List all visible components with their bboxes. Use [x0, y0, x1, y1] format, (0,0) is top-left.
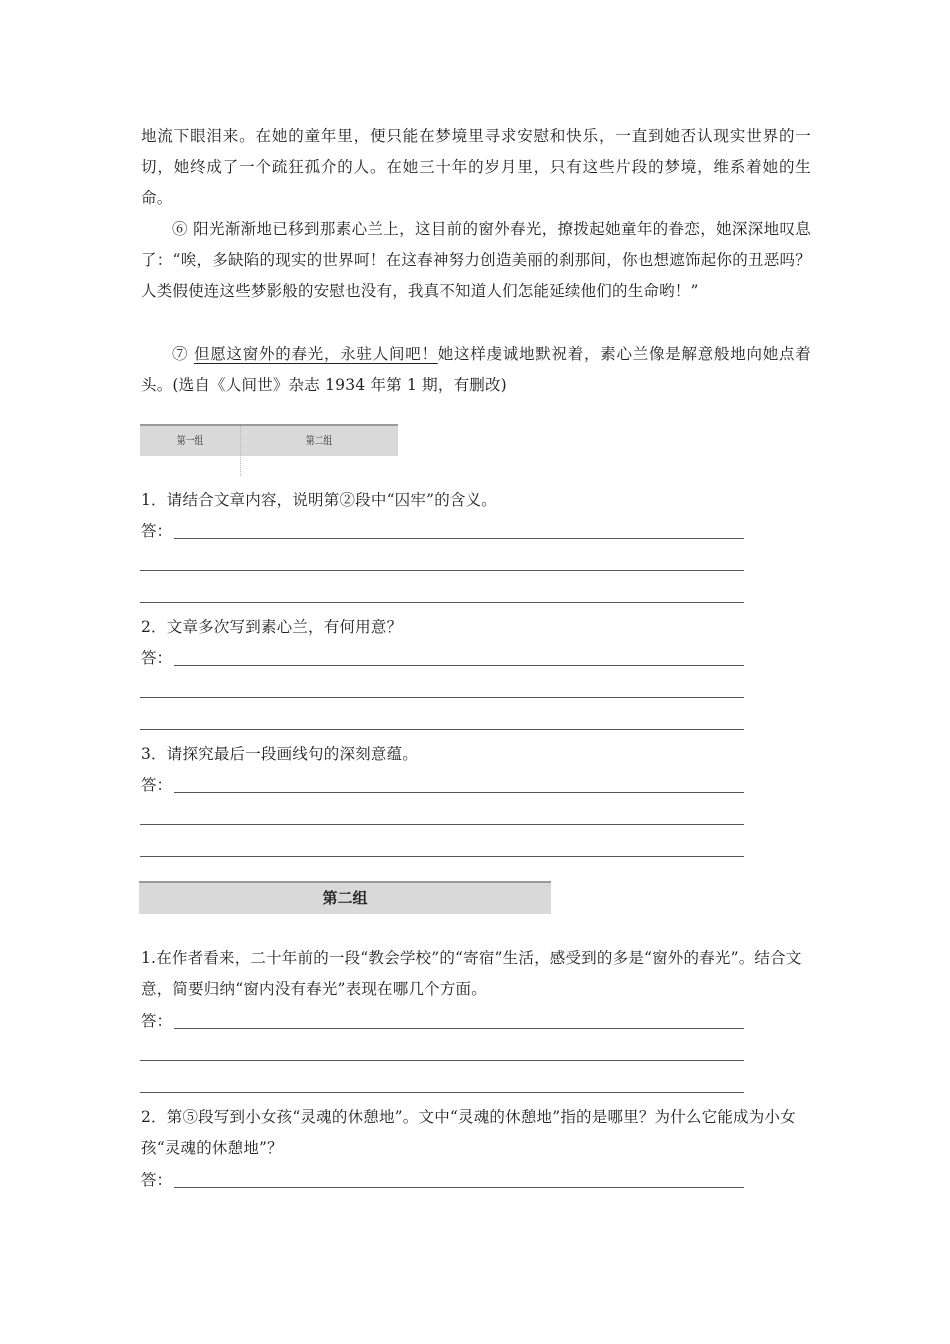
- group1-question-2: 2．文章多次写到素心兰，有何用意？: [141, 618, 403, 636]
- answer-line[interactable]: [140, 856, 744, 857]
- answer-line[interactable]: [140, 697, 744, 698]
- answer-line[interactable]: [174, 665, 744, 666]
- tab-group-1[interactable]: 第一组: [176, 434, 204, 447]
- paragraph-7-number: ⑦: [172, 345, 194, 363]
- group-2-heading: 第二组: [139, 881, 551, 914]
- group2-question-1: 1.在作者看来，二十年前的一段“教会学校”的“寄宿”生活，感受到的多是“窗外的春光”。结合文意，简要归纳“窗内没有春光”表现在哪几个方面。: [141, 949, 802, 998]
- answer-line[interactable]: [140, 1060, 744, 1061]
- passage-paragraph-6: ⑥ 阳光渐渐地已移到那素心兰上，这目前的窗外春光，撩拨起她童年的眷恋，她深深地叹息了：“唉，多缺陷的现实的世界呵！在这春神努力创造美丽的刹那间，你也想遮饰起你的丑恶吗？人类假使连这些梦影般的安慰也没有，我真不知道人们怎能延续他们的生命哟！”: [141, 220, 811, 300]
- answer-label: 答：: [141, 649, 173, 667]
- group1-question-1: 1．请结合文章内容，说明第②段中“囚牢”的含义。: [141, 491, 498, 509]
- passage-paragraph-7: [141, 339, 811, 401]
- paragraph-7-rest: 她这样虔诚地默祝着，素心兰像是解意般地向她点着头。(选自《人间世》杂志 1934 年第 1 期，有删改): [141, 345, 811, 394]
- answer-line[interactable]: [140, 1092, 744, 1093]
- tab-group-2[interactable]: 第二组: [305, 434, 333, 447]
- group1-question-3: 3．请探究最后一段画线句的深刻意蕴。: [141, 745, 418, 763]
- tab-divider: [240, 426, 241, 476]
- passage-paragraph-continued: 地流下眼泪来。在她的童年里，便只能在梦境里寻求安慰和快乐，一直到她否认现实世界的一切，她终成了一个疏狂孤介的人。在她三十年的岁月里，只有这些片段的梦境，维系着她的生命。: [141, 127, 811, 207]
- answer-label: 答：: [141, 1171, 173, 1189]
- group-tab-bar: [140, 424, 398, 456]
- answer-line[interactable]: [174, 538, 744, 539]
- answer-label: 答：: [141, 522, 173, 540]
- answer-line[interactable]: [140, 824, 744, 825]
- answer-label: 答：: [141, 776, 173, 794]
- answer-line[interactable]: [174, 792, 744, 793]
- answer-line[interactable]: [140, 729, 744, 730]
- answer-line[interactable]: [140, 570, 744, 571]
- underlined-sentence: 但愿这窗外的春光，永驻人间吧！: [193, 345, 438, 363]
- answer-line[interactable]: [140, 602, 744, 603]
- group2-question-2: 2．第⑤段写到小女孩“灵魂的休憩地”。文中“灵魂的休憩地”指的是哪里？为什么它能成为小女孩“灵魂的休憩地”？: [141, 1108, 796, 1157]
- answer-line[interactable]: [174, 1187, 744, 1188]
- answer-line[interactable]: [174, 1028, 744, 1029]
- answer-label: 答：: [141, 1012, 173, 1030]
